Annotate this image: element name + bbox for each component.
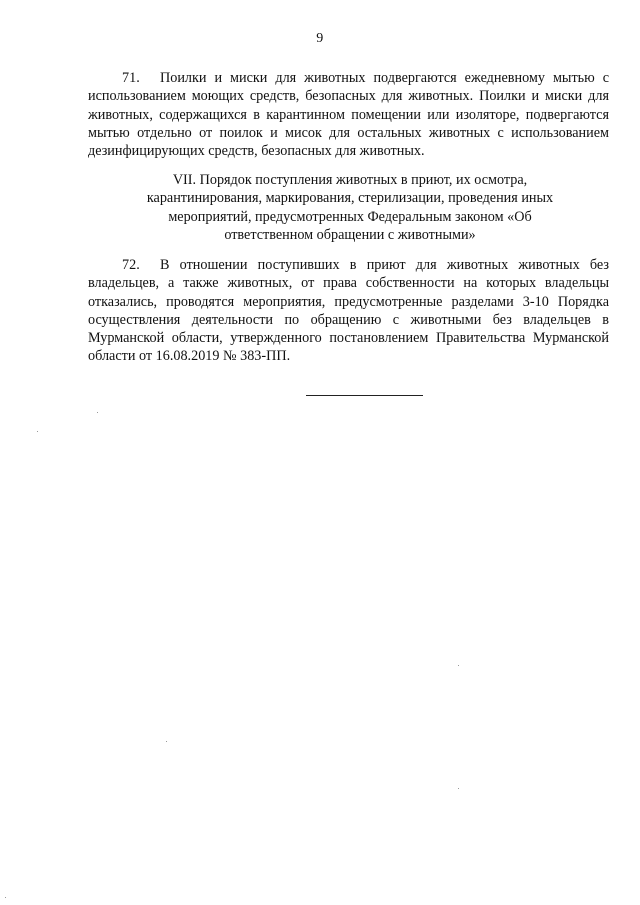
scan-speck <box>458 788 459 789</box>
scan-speck <box>97 412 98 413</box>
paragraph-text: В отношении поступивших в приют для животных животных без владельцев, а также животных, от права собственности на которых владельцы отказались, проводятся мероприятия, предусмотренные разделами 3-10 Порядка осуществления деятельности по обращению с животными без владельцев в Мурманской области, утвержденного постановлением Правительства Мурманской области от 16.08.2019 № 383-ПП. <box>88 257 609 365</box>
section-heading: VII. Порядок поступления животных в приют, их осмотра, карантинирования, маркирования, стерилизации, проведения иных мероприятий, предусмотренных Федеральным законом «Об ответственном обращении с животными» <box>146 172 554 243</box>
paragraph-number: 71. <box>122 70 140 86</box>
scan-speck <box>458 665 459 666</box>
paragraph-number: 72. <box>122 257 140 273</box>
paragraph-71 <box>88 69 609 160</box>
paragraph-72 <box>88 256 609 366</box>
scan-speck <box>37 431 38 432</box>
paragraph-text: Поилки и миски для животных подвергаются ежедневному мытью с использованием моющих средств, безопасных для животных. Поилки и миски для животных, содержащихся в карантинном помещении или изоляторе, подвергаются мытью отдельно от поилок и мисок для остальных животных с использованием дезинфицирующих средств, безопасных для животных. <box>88 70 609 160</box>
scan-speck <box>166 741 167 742</box>
page-number: 9 <box>316 31 324 46</box>
scan-speck <box>5 897 6 898</box>
separator-line <box>306 395 423 396</box>
